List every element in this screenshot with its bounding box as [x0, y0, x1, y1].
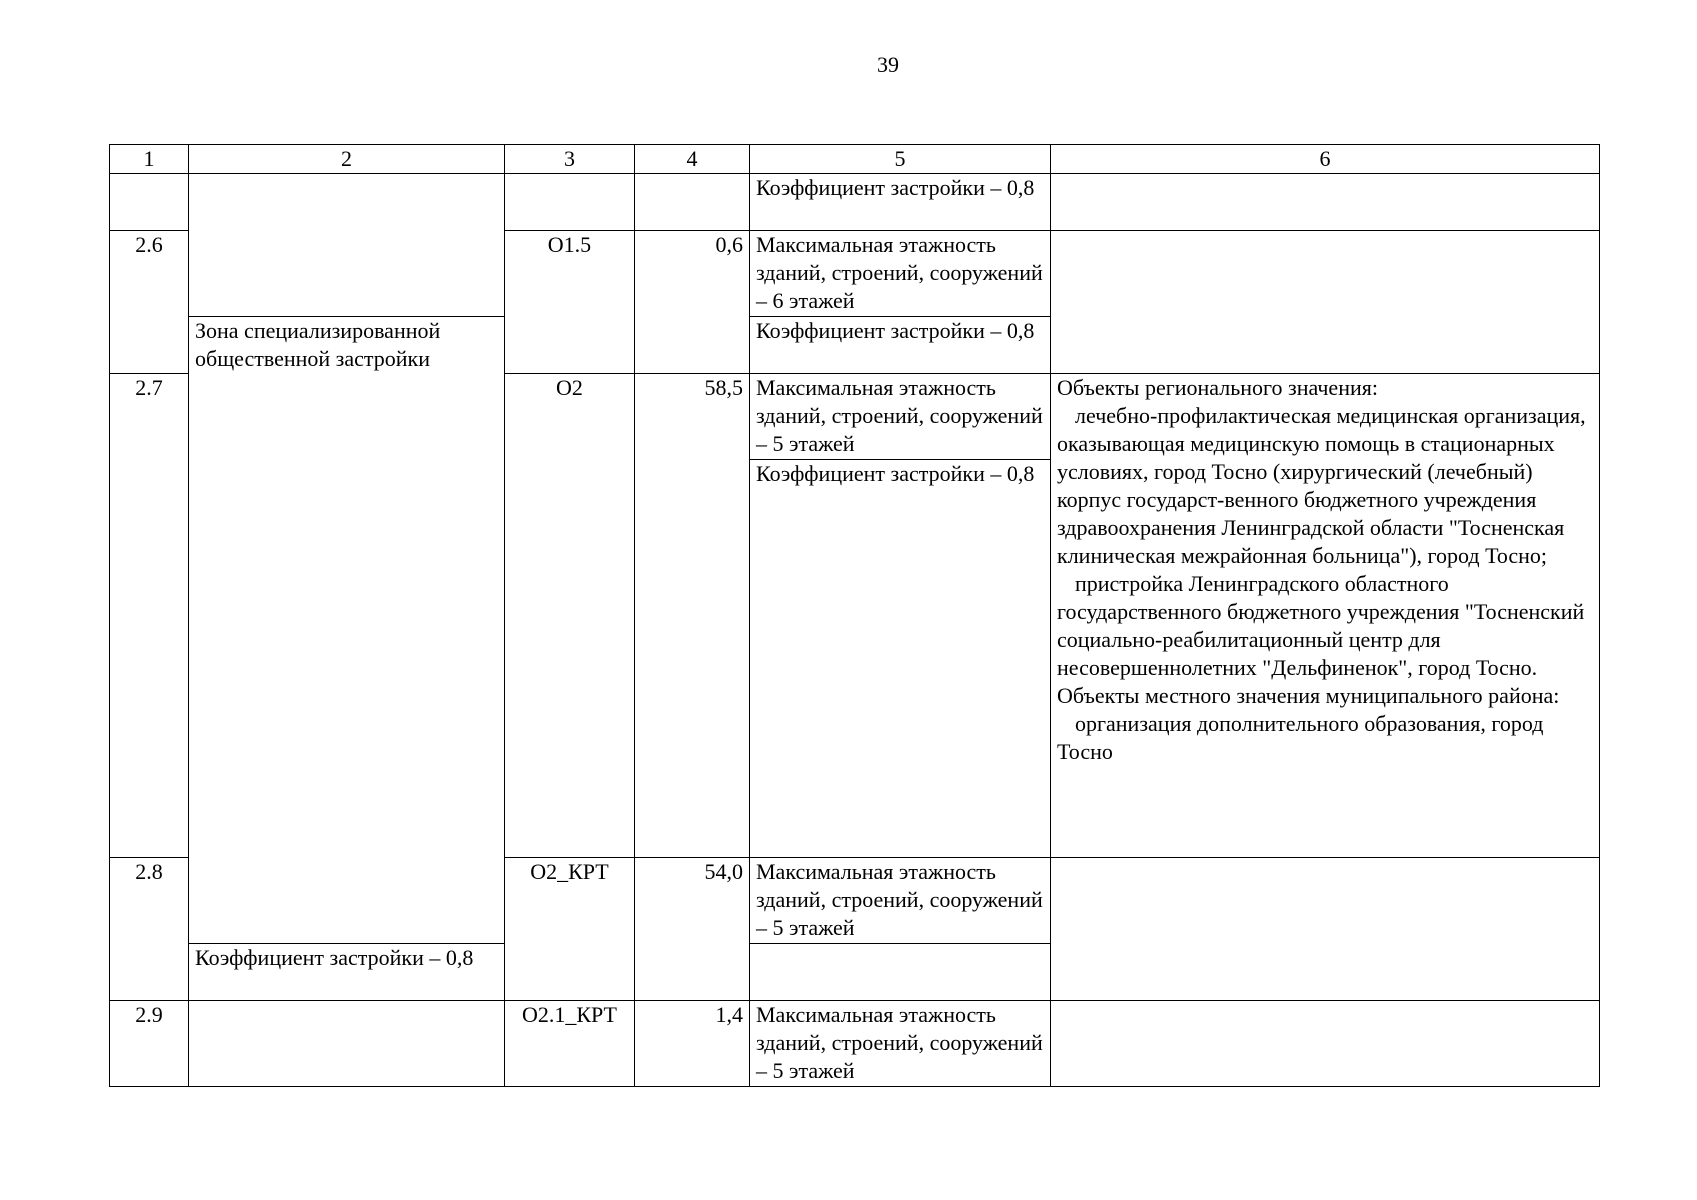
- parameter-cell: Максимальная этажность зданий, строений, сооружений – 5 этажей: [750, 1001, 1051, 1087]
- parameter-cell: Коэффициент застройки – 0,8: [750, 460, 1051, 858]
- table-row: [110, 1001, 1600, 1087]
- zone-area: 1,4: [635, 1001, 750, 1087]
- page-number: 39: [877, 52, 899, 77]
- parameter-cell: Максимальная этажность зданий, строений, сооружений – 5 этажей: [750, 374, 1051, 460]
- objects-cell: [1051, 374, 1600, 858]
- zone-code: О2.1_КРТ: [505, 1001, 635, 1087]
- zone-name-cell: [189, 1001, 505, 1087]
- objects-cell: [1051, 231, 1600, 374]
- table-row: [110, 174, 1600, 231]
- objects-heading-regional: Объекты регионального значения:: [1057, 375, 1378, 400]
- zone-name-cell: Зона специализированной общественной застройки: [189, 317, 505, 944]
- objects-item: организация дополнительного образования, город Тосно: [1057, 711, 1544, 764]
- parameter-cell: Максимальная этажность зданий, строений, сооружений – 5 этажей: [750, 858, 1051, 944]
- row-number: [110, 174, 189, 231]
- parameter-cell: Коэффициент застройки – 0,8: [750, 174, 1051, 231]
- header-cell: 5: [750, 145, 1051, 174]
- zone-area: 58,5: [635, 374, 750, 858]
- header-cell: 2: [189, 145, 505, 174]
- objects-heading-local: Объекты местного значения муниципального района:: [1057, 683, 1560, 708]
- objects-cell: [1051, 1001, 1600, 1087]
- header-cell: 3: [505, 145, 635, 174]
- row-number: 2.6: [110, 231, 189, 374]
- header-cell: 6: [1051, 145, 1600, 174]
- objects-item: пристройка Ленинградского областного государственного бюджетного учреждения "Тосненский социально-реабилитационный центр для несовершеннолетних "Дельфиненок", город Тосно.: [1057, 571, 1585, 680]
- zone-area: 54,0: [635, 858, 750, 1001]
- objects-cell: [1051, 174, 1600, 231]
- header-cell: 1: [110, 145, 189, 174]
- zone-name-cell: [189, 174, 505, 317]
- row-number: 2.7: [110, 374, 189, 858]
- zone-code: О2: [505, 374, 635, 858]
- parameter-cell: Коэффициент застройки – 0,8: [189, 944, 505, 1001]
- zone-area: 0,6: [635, 231, 750, 374]
- row-number: 2.9: [110, 1001, 189, 1087]
- zone-area: [635, 174, 750, 231]
- objects-item: лечебно-профилактическая медицинская организация, оказывающая медицинскую помощь в стационарных условиях, город Тосно (хирургический (лечебный) корпус государст-венного бюджетного учреждения здравоохранения Ленинградской области "Тосненская клиническая межрайонная больница"), город Тосно;: [1057, 403, 1586, 568]
- parameter-cell: Максимальная этажность зданий, строений, сооружений – 6 этажей: [750, 231, 1051, 317]
- objects-cell: [1051, 858, 1600, 1001]
- header-cell: 4: [635, 145, 750, 174]
- zoning-table: [109, 144, 1600, 1087]
- parameter-cell: Коэффициент застройки – 0,8: [750, 317, 1051, 374]
- row-number: 2.8: [110, 858, 189, 1001]
- zone-code: О2_КРТ: [505, 858, 635, 1001]
- zone-code: [505, 174, 635, 231]
- zone-code: О1.5: [505, 231, 635, 374]
- table-header-row: [110, 145, 1600, 174]
